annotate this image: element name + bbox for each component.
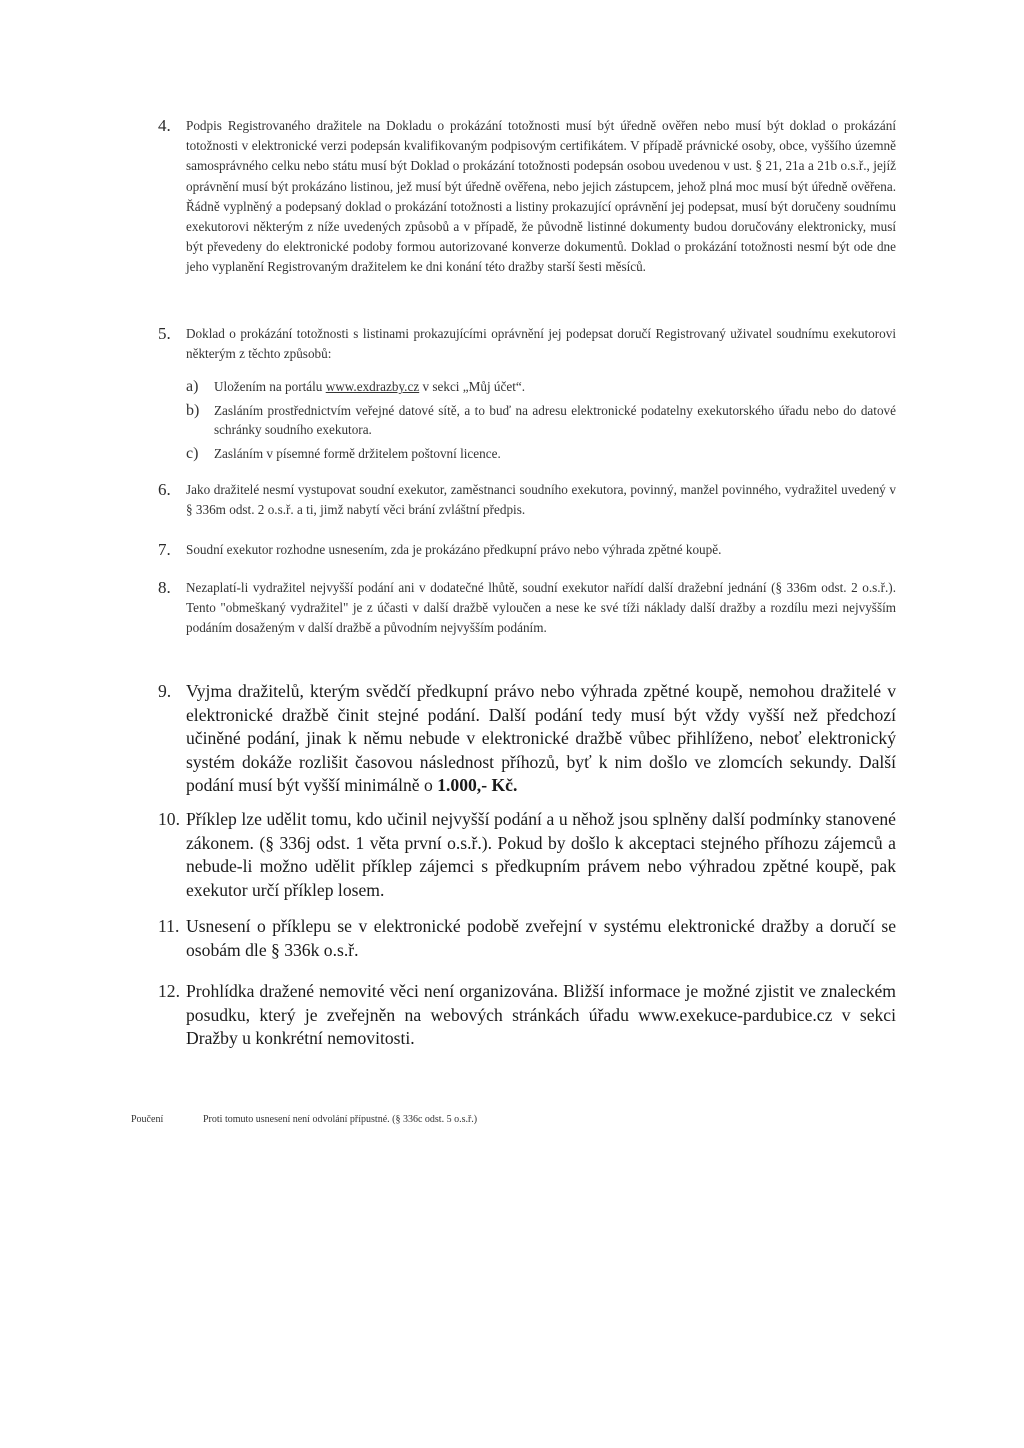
list-item-letter: c)	[186, 445, 199, 463]
list-item-text-post: v sekci „Můj účet“.	[419, 379, 526, 395]
exdrazby-link[interactable]: www.exdrazby.cz	[325, 379, 420, 395]
paragraph-text-main: Vyjma dražitelů, kterým svědčí předkupní právo nebo výhrada zpětné koupě, nemohou dražitelé v elektronické dražbě činit stejné podání. Další podání tedy musí být vždy vyšší než předchozí učiněné podání, jinak k němu nebude v elektronické dražbě vůbec přihlíženo, neboť elektronický systém dokáže rozlišit časovou následnost příhozů, byť k nim došlo ve zlomcích sekundy. Další podání musí být vyšší minimálně o	[186, 681, 896, 796]
paragraph-number: 8.	[158, 578, 171, 597]
footer-text: Proti tomuto usnesení není odvolání přípustné. (§ 336c odst. 5 o.s.ř.)	[203, 1114, 478, 1125]
paragraph-text: Usnesení o příklepu se v elektronické podobě zveřejní v systému elektronické dražby a doručí se osobám dle § 336k o.s.ř.	[186, 916, 896, 960]
delivery-methods-list	[186, 377, 896, 463]
paragraph-text: Soudní exekutor rozhodne usnesením, zda je prokázáno předkupní právo nebo výhrada zpětné koupě.	[186, 542, 722, 557]
paragraph-number: 12.	[158, 981, 180, 1001]
paragraph-number: 7.	[158, 540, 171, 559]
list-item-letter: a)	[186, 378, 199, 396]
paragraph-number: 5.	[158, 324, 171, 343]
paragraph-8	[158, 578, 896, 639]
paragraph-number: 4.	[158, 116, 171, 135]
list-item-text: Zasláním v písemné formě držitelem poštovní licence.	[214, 446, 501, 462]
list-item	[186, 377, 896, 396]
paragraph-10	[158, 808, 896, 902]
paragraph-text: Nezaplatí-li vydražitel nejvyšší podání ani v dodatečné lhůtě, soudní exekutor nařídí další dražební jednání (§ 336m odst. 2 o.s.ř.). Tento "obmeškaný vydražitel" je z účasti v další dražbě vyloučen a nese ke své tíži náklady další dražby a rozdílu mezi nejvyšším podáním dosaženým v další dražbě a původním nejvyšším podáním.	[186, 580, 896, 636]
paragraph-text: Prohlídka dražené nemovité věci není organizována. Bližší informace je možné zjistit ve znaleckém posudku, který je zveřejněn na webových stránkách úřadu www.exekuce-pardubice.cz v sekci Dražby u konkrétní nemovitosti.	[186, 981, 896, 1049]
footer-label: Poučení	[131, 1114, 164, 1125]
paragraph-text: Podpis Registrovaného dražitele na Dokladu o prokázání totožnosti musí být úředně ověřen nebo musí být doklad o prokázání totožnosti v elektronické verzi podepsán kvalifikovaným podpisovým certifikátem. V případě právnické osoby, obce, vyššího územně samosprávného celku nebo státu musí být Doklad o prokázání totožnosti podepsán osobou uvedenou v ust. § 21, 21a a 21b o.s.ř., jejíž oprávnění musí být prokázáno listinou, jež musí být úředně ověřena, nebo jejich zástupcem, jehož plná moc musí být úředně ověřena. Řádně vyplněný a podepsaný doklad o prokázání totožnosti a listiny prokazující oprávnění jej podepsat, musí být doručeny soudnímu exekutorovi některým z níže uvedených způsobů a v případě, že původně listinné dokumenty budou doručovány elektronicky, musí být převedeny do elektronické podoby formou autorizované konverze dokumentů. Doklad o prokázání totožnosti nesmí být ode dne jeho vyplanění Registrovaným dražitelem ke dni konání této dražby starší šesti měsíců.	[186, 118, 896, 275]
paragraph-11	[158, 915, 896, 962]
paragraph-7	[158, 540, 896, 560]
list-item	[186, 444, 896, 463]
list-item-text-pre: Uložením na portálu	[214, 379, 326, 395]
paragraph-number: 11.	[158, 916, 180, 936]
paragraph-number: 9.	[158, 681, 172, 701]
paragraph-text: Příklep lze udělit tomu, kdo učinil nejvyšší podání a u něhož jsou splněny další podmínky stanovené zákonem. (§ 336j odst. 1 věta první o.s.ř.). Pokud by došlo k akceptaci stejného příhozu zájemců a nebude-li možno udělit příklep zájemci s předkupním právem nebo výhradou zpětné koupě, pak exekutor určí příklep losem.	[186, 809, 896, 900]
paragraph-text	[186, 680, 896, 798]
paragraph-number: 10.	[158, 809, 180, 829]
minimum-increment-amount: 1.000,- Kč.	[437, 775, 518, 796]
paragraph-9	[158, 680, 896, 798]
paragraph-text: Jako dražitelé nesmí vystupovat soudní exekutor, zaměstnanci soudního exekutora, povinný, manžel povinného, vydražitel uvedený v § 336m odst. 2 o.s.ř. a ti, jimž nabytí věci brání zvláštní předpis.	[186, 482, 896, 518]
list-item-letter: b)	[186, 402, 200, 420]
paragraph-text: Doklad o prokázání totožnosti s listinami prokazujícími oprávnění jej podepsat doručí Registrovaný uživatel soudnímu exekutorovi některým z těchto způsobů:	[186, 326, 896, 362]
list-item	[186, 401, 896, 439]
paragraph-4	[158, 116, 896, 278]
paragraph-5	[158, 324, 896, 468]
paragraph-number: 6.	[158, 480, 171, 499]
paragraph-12	[158, 980, 896, 1051]
list-item-text: Zasláním prostřednictvím veřejné datové sítě, a to buď na adresu elektronické podatelny exekutorského úřadu nebo do datové schránky soudního exekutora.	[214, 403, 896, 438]
paragraph-6	[158, 480, 896, 520]
